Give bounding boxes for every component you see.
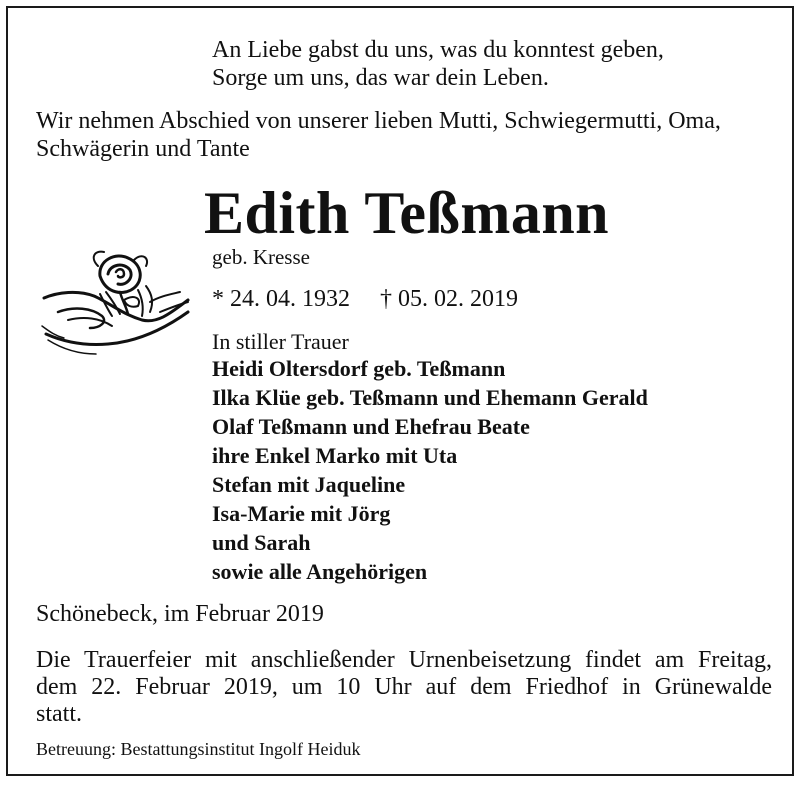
mourner-name: Ilka Klüe geb. Teßmann und Ehemann Gerald (212, 385, 648, 410)
ceremony-line-2: dem 22. Februar 2019, um 10 Uhr auf dem Friedhof in Grünewalde (36, 674, 772, 700)
mourner-name: Olaf Teßmann und Ehefrau Beate (212, 414, 530, 439)
mourner-name: und Sarah (212, 530, 311, 555)
mourner-name: ihre Enkel Marko mit Uta (212, 443, 458, 468)
hands-holding-rose-icon (38, 236, 198, 368)
verse-line-2: Sorge um uns, das war dein Leben. (212, 65, 549, 91)
mourner-name: sowie alle Angehörigen (212, 559, 428, 584)
mourners-heading: In stiller Trauer (212, 329, 349, 354)
maiden-name: geb. Kresse (212, 245, 310, 269)
mourner-name: Isa-Marie mit Jörg (212, 501, 391, 526)
mourner-name: Stefan mit Jaqueline (212, 472, 406, 497)
mourner-name: Heidi Oltersdorf geb. Teßmann (212, 356, 506, 381)
life-dates (212, 285, 518, 313)
death-date: † 05. 02. 2019 (380, 286, 518, 312)
undertaker-credit: Betreuung: Bestattungsinstitut Ingolf Heiduk (36, 739, 361, 759)
intro-line-2: Schwägerin und Tante (36, 136, 250, 162)
birth-date: * 24. 04. 1932 (212, 286, 350, 312)
ceremony-line-1: Die Trauerfeier mit anschließender Urnenbeisetzung findet am Freitag, (36, 647, 772, 673)
intro-line-1: Wir nehmen Abschied von unserer lieben Mutti, Schwiegermutti, Oma, (36, 108, 721, 134)
verse-line-1: An Liebe gabst du uns, was du konntest geben, (212, 37, 664, 63)
place-date: Schönebeck, im Februar 2019 (36, 601, 324, 627)
obituary-notice (6, 6, 794, 776)
deceased-name: Edith Teßmann (204, 180, 610, 246)
ceremony-line-3: statt. (36, 701, 82, 727)
